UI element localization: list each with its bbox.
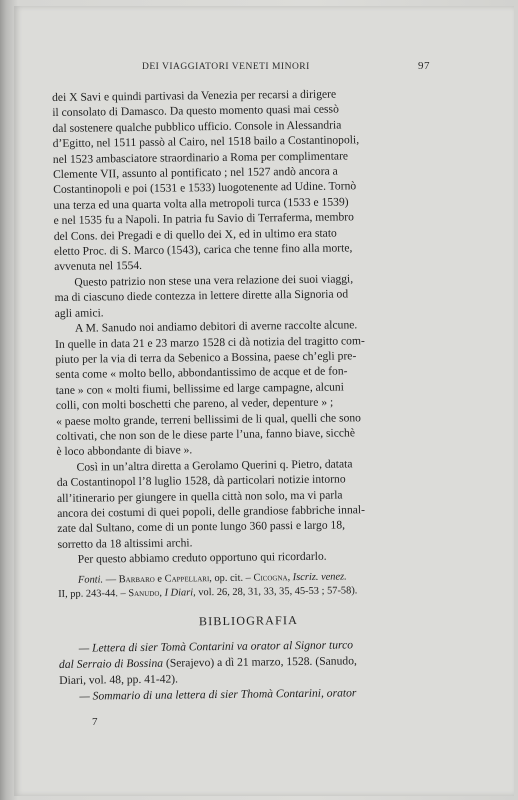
page-text <box>52 85 439 705</box>
bibliography-heading: BIBLIOGRAFIA <box>198 612 299 628</box>
sources-note <box>58 569 438 602</box>
text-line: A M. Sanudo noi andiamo debitori di averne raccolte alcune. <box>74 318 358 335</box>
text-line: del Cons. dei Pregadi e di quello dei X, ed in ultimo era stato <box>53 226 337 243</box>
text-line: Clemente VII, assunto al pontificato ; nel 1527 andò ancora a <box>52 164 338 182</box>
bib-title: dal Serraio di Bossina <box>58 656 164 671</box>
text-line: colli, con molti boschetti che pareno, al veder, depenture » ; <box>55 395 334 413</box>
sources-work-title: I Diari <box>164 586 194 599</box>
bib-text: (Serajevo) a dì 21 marzo, 1528. (Sanudo, <box>162 654 357 670</box>
sources-text: — <box>103 573 119 586</box>
text-line: Così in un’altra diretta a Gerolamo Querini q. Pietro, datata <box>76 457 353 474</box>
sources-author: Cicogna <box>253 571 288 584</box>
text-line: coltivati, che non son de le diese parte l’una, fanno biave, sicchè <box>56 426 356 443</box>
sources-text: , vol. 26, 28, 31, 33, 35, 45-53 ; 57-58). <box>193 584 358 598</box>
text-line: dei X Savi e quindi partivasi da Venezia per recarsi a dirigere <box>52 87 337 104</box>
text-line: Costantinopoli e poi (1531 e 1533) luogotenente ad Udine. Tornò <box>53 179 357 197</box>
text-line: sorretto da 18 altissimi archi. <box>57 536 193 551</box>
text-line: dal sostenere qualche pubblico ufficio. Console in Alessandria <box>52 118 342 135</box>
sources-author: Barbaro <box>118 573 155 585</box>
sources-author: Sanudo <box>128 587 160 599</box>
paragraph-closing <box>58 548 438 568</box>
bib-title: — Sommario di una lettera di sier Thomà Contarini, orator <box>79 686 357 703</box>
text-line: piuto per la via di terra da Sebenico a Bossina, paese ch’egli pre- <box>55 349 357 366</box>
bib-line: Diari, vol. 48, pp. 41-42). <box>59 672 179 687</box>
bibliography-entry <box>59 636 440 689</box>
running-title: DEI VIAGGIATORI VENETI MINORI <box>142 62 310 72</box>
text-line: eletto Proc. di S. Marco (1543), carica che tenne fino alla morte, <box>53 241 353 259</box>
running-header <box>52 58 430 74</box>
text-line: Per questo abbiamo creduto opportuno qui ricordarlo. <box>77 549 327 566</box>
sources-label: Fonti. <box>77 574 104 586</box>
text-line: è loco abbondante di biave ». <box>56 443 193 459</box>
text-line: « paese molto grande, terreni bellissimi de li qual, quelli che sono <box>55 410 362 428</box>
sources-text: e <box>154 573 165 585</box>
paragraph-querini <box>57 455 438 552</box>
sources-work-title: Iscriz. venez. <box>292 571 347 583</box>
text-line: In quelle in data 21 e 23 marzo 1528 ci dà notizia del tragitto com- <box>55 333 365 351</box>
page-number: 97 <box>418 60 430 72</box>
sources-author: Cappellari <box>164 572 210 585</box>
text-line: agli amici. <box>54 306 104 320</box>
text-line: ancora dei costumi di quei popoli, delle grandiose fabbriche innal- <box>57 503 366 520</box>
paragraph-career <box>52 85 434 275</box>
sources-text: II, pp. 243-44. – <box>58 587 129 600</box>
text-line: all’itinerario per giungere in quella città non solo, ma vi parla <box>56 488 343 505</box>
text-line: avvenuta nel 1554. <box>54 259 143 274</box>
text-line: nel 1523 ambasciatore straordinario a Roma per complimentare <box>52 149 349 166</box>
paragraph-no-relation <box>54 270 435 321</box>
paragraph-sanudo <box>55 316 437 459</box>
sources-text: , <box>159 587 165 599</box>
text-line: Questo patrizio non stese una vera relazione dei suoi viaggi, <box>74 272 354 289</box>
text-line: una terza ed una quarta volta alla metropoli turca (1533 e 1539) <box>53 195 349 212</box>
text-line: d’Egitto, nel 1511 passò al Cairo, nel 1518 bailo a Costantinopoli, <box>52 133 360 151</box>
text-line: da Costantinopol l’8 luglio 1528, dà particolari notizie intorno <box>56 472 346 490</box>
signature-folio: 7 <box>92 716 98 728</box>
text-line: senta come « molto bello, abbondantissimo de acque et de fon- <box>55 364 348 382</box>
text-line: zate dal Sultano, come di un ponte lungo 360 passi e largo 18, <box>57 518 346 536</box>
bib-title: — Lettera di sier Tomà Contarini va orator al Signor turco <box>78 638 354 655</box>
text-line: il consolato di Damasco. Da questo momento quasi mai cessò <box>52 102 339 120</box>
sources-text: , <box>287 571 293 583</box>
text-line: e nel 1535 fu a Napoli. In patria fu Savio di Terraferma, membro <box>53 210 354 228</box>
text-line: tane » con « molti fiumi, bellissime ed large campagne, alcuni <box>55 380 344 397</box>
sources-text: , op. cit. – <box>209 572 254 584</box>
text-line: ma di ciascuno diede contezza in lettere dirette alla Signoria od <box>54 287 349 305</box>
